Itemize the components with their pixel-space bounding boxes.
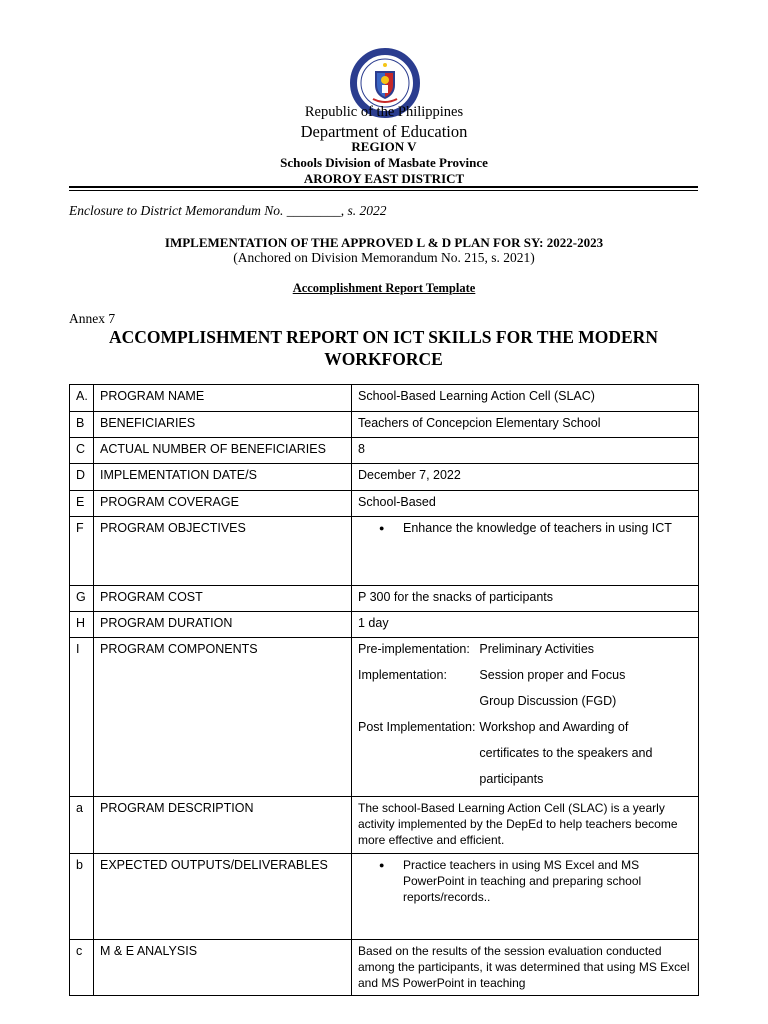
table-row <box>70 854 699 940</box>
row-value: 1 day <box>352 612 699 638</box>
row-key: a <box>70 797 94 854</box>
post-implementation-value: Workshop and Awarding of <box>479 720 629 734</box>
enclosure-note: Enclosure to District Memorandum No. ________, s. 2022 <box>69 203 387 218</box>
table-row <box>70 638 699 797</box>
row-value: Based on the results of the session evaluation conducted among the participants, it was determined that using MS Excel and MS PowerPoint in teaching <box>352 940 699 996</box>
components-grid <box>358 636 692 792</box>
outputs-list <box>358 857 692 905</box>
row-value: School-Based Learning Action Cell (SLAC) <box>352 385 699 412</box>
list-item: ● Practice teachers in using MS Excel and MS PowerPoint in teaching and preparing school reports/records.. <box>403 857 692 905</box>
implementation-title: IMPLEMENTATION OF THE APPROVED L & D PLAN FOR SY: 2022-2023 <box>164 235 604 250</box>
row-value: School-Based <box>352 491 699 517</box>
table-row <box>70 797 699 854</box>
row-key: D <box>70 464 94 491</box>
row-key: H <box>70 612 94 638</box>
row-key: A. <box>70 385 94 412</box>
department-heading: Department of Education <box>300 122 468 141</box>
row-key: B <box>70 412 94 438</box>
row-value: 8 <box>352 438 699 464</box>
row-value <box>352 638 699 797</box>
report-title: ACCOMPLISHMENT REPORT ON ICT SKILLS FOR THE MODERN WORKFORCE <box>109 327 658 369</box>
table-row <box>70 491 699 517</box>
implementation-value: Session proper and Focus <box>479 668 626 682</box>
list-item: ● Enhance the knowledge of teachers in using ICT <box>403 520 692 536</box>
table-row <box>70 612 699 638</box>
template-title: Accomplishment Report Template <box>292 281 476 295</box>
report-table <box>69 384 699 996</box>
row-label: PROGRAM DURATION <box>94 612 352 638</box>
row-key: E <box>70 491 94 517</box>
table-row <box>70 517 699 586</box>
pre-implementation-value: Preliminary Activities <box>479 642 595 656</box>
table-row <box>70 464 699 491</box>
row-label: BENEFICIARIES <box>94 412 352 438</box>
pre-implementation-label: Pre-implementation: <box>358 642 470 656</box>
region-heading: REGION V <box>351 139 417 154</box>
row-value <box>352 854 699 940</box>
division-heading: Schools Division of Masbate Province <box>280 155 488 170</box>
anchored-note: (Anchored on Division Memorandum No. 215, s. 2021) <box>233 250 535 265</box>
row-label: PROGRAM COST <box>94 586 352 612</box>
annex-label: Annex 7 <box>69 311 116 326</box>
post-implementation-value: certificates to the speakers and <box>479 746 653 760</box>
republic-heading: Republic of the Philippines <box>304 104 464 120</box>
row-value <box>352 517 699 586</box>
table-row <box>70 940 699 996</box>
table-row <box>70 412 699 438</box>
post-implementation-value: participants <box>479 772 544 786</box>
header-divider <box>69 186 698 188</box>
implementation-label: Implementation: <box>358 668 447 682</box>
row-label: PROGRAM OBJECTIVES <box>94 517 352 586</box>
row-label: ACTUAL NUMBER OF BENEFICIARIES <box>94 438 352 464</box>
header-divider-thin <box>69 190 698 191</box>
row-value: Teachers of Concepcion Elementary School <box>352 412 699 438</box>
row-label: EXPECTED OUTPUTS/DELIVERABLES <box>94 854 352 940</box>
row-value: P 300 for the snacks of participants <box>352 586 699 612</box>
objectives-list <box>358 520 692 536</box>
row-value: The school-Based Learning Action Cell (SLAC) is a yearly activity implemented by the DepEd to help teachers become more effective and efficient. <box>352 797 699 854</box>
row-label: IMPLEMENTATION DATE/S <box>94 464 352 491</box>
post-implementation-label: Post Implementation: <box>358 720 476 734</box>
table-row <box>70 385 699 412</box>
row-key: G <box>70 586 94 612</box>
row-label: PROGRAM DESCRIPTION <box>94 797 352 854</box>
row-label: M & E ANALYSIS <box>94 940 352 996</box>
table-row <box>70 438 699 464</box>
row-key: C <box>70 438 94 464</box>
row-label: PROGRAM COVERAGE <box>94 491 352 517</box>
row-key: I <box>70 638 94 797</box>
implementation-value: Group Discussion (FGD) <box>479 694 617 708</box>
row-label: PROGRAM NAME <box>94 385 352 412</box>
district-heading: AROROY EAST DISTRICT <box>303 171 465 186</box>
row-key: b <box>70 854 94 940</box>
row-value: December 7, 2022 <box>352 464 699 491</box>
row-key: c <box>70 940 94 996</box>
table-row <box>70 586 699 612</box>
row-key: F <box>70 517 94 586</box>
row-label: PROGRAM COMPONENTS <box>94 638 352 797</box>
